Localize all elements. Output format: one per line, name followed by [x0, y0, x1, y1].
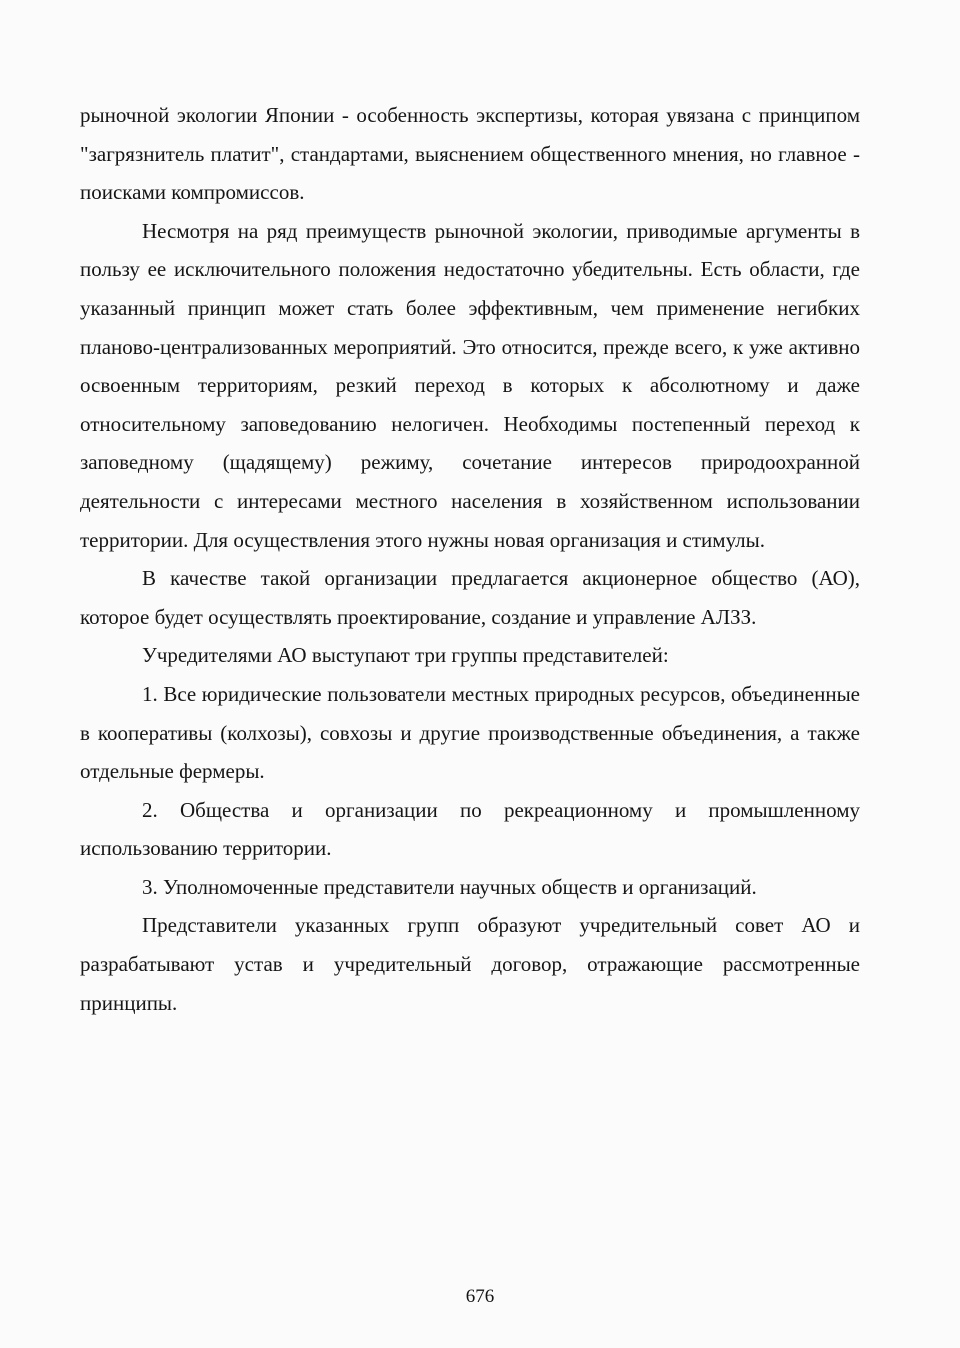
paragraph-founders-intro: Учредителями АО выступают три группы представителей:	[142, 643, 669, 668]
page-number: 676	[465, 1286, 495, 1307]
list-item-2: 2. Общества и организации по рекреационному и промышленному использованию территории.	[80, 797, 860, 861]
paragraph-joint-stock-company: В качестве такой организации предлагается акционерное общество (АО), которое будет осуществлять проектирование, создание и управление АЛЗЗ.	[80, 566, 860, 629]
paragraph-continuation: рыночной экологии Японии - особенность экспертизы, которая увязана с принципом "загрязнитель платит", стандартами, выяснением общественного мнения, но главное - поисками компромиссов.	[80, 103, 860, 205]
paragraph-founding-council: Представители указанных групп образуют учредительный совет АО и разрабатывают устав и учредительный договор, отражающие рассмотренные принципы.	[80, 913, 860, 1015]
paragraph-market-ecology: Несмотря на ряд преимуществ рыночной экологии, приводимые аргументы в пользу ее исключительного положения недостаточно убедительны. Есть области, где указанный принцип может стать более эффективным, чем применение негибких планово-централизованных мероприятий. Это относится, прежде всего, к уже активно освоенным территориям, резкий переход в которых к абсолютному и даже относительному заповедованию нелогичен. Необходимы постепенный переход к заповедному (щадящему) режиму, сочетание интересов природоохранной деятельности с интересами местного населения в хозяйственном использовании территории. Для осуществления этого нужны новая организация и стимулы.	[80, 218, 860, 552]
list-item-1: 1. Все юридические пользователи местных природных ресурсов, объединенные в кооперативы (колхозы), совхозы и другие производственные объединения, а также отдельные фермеры.	[80, 681, 860, 784]
body-text	[80, 96, 860, 1022]
list-item-3: 3. Уполномоченные представители научных обществ и организаций.	[142, 874, 757, 899]
